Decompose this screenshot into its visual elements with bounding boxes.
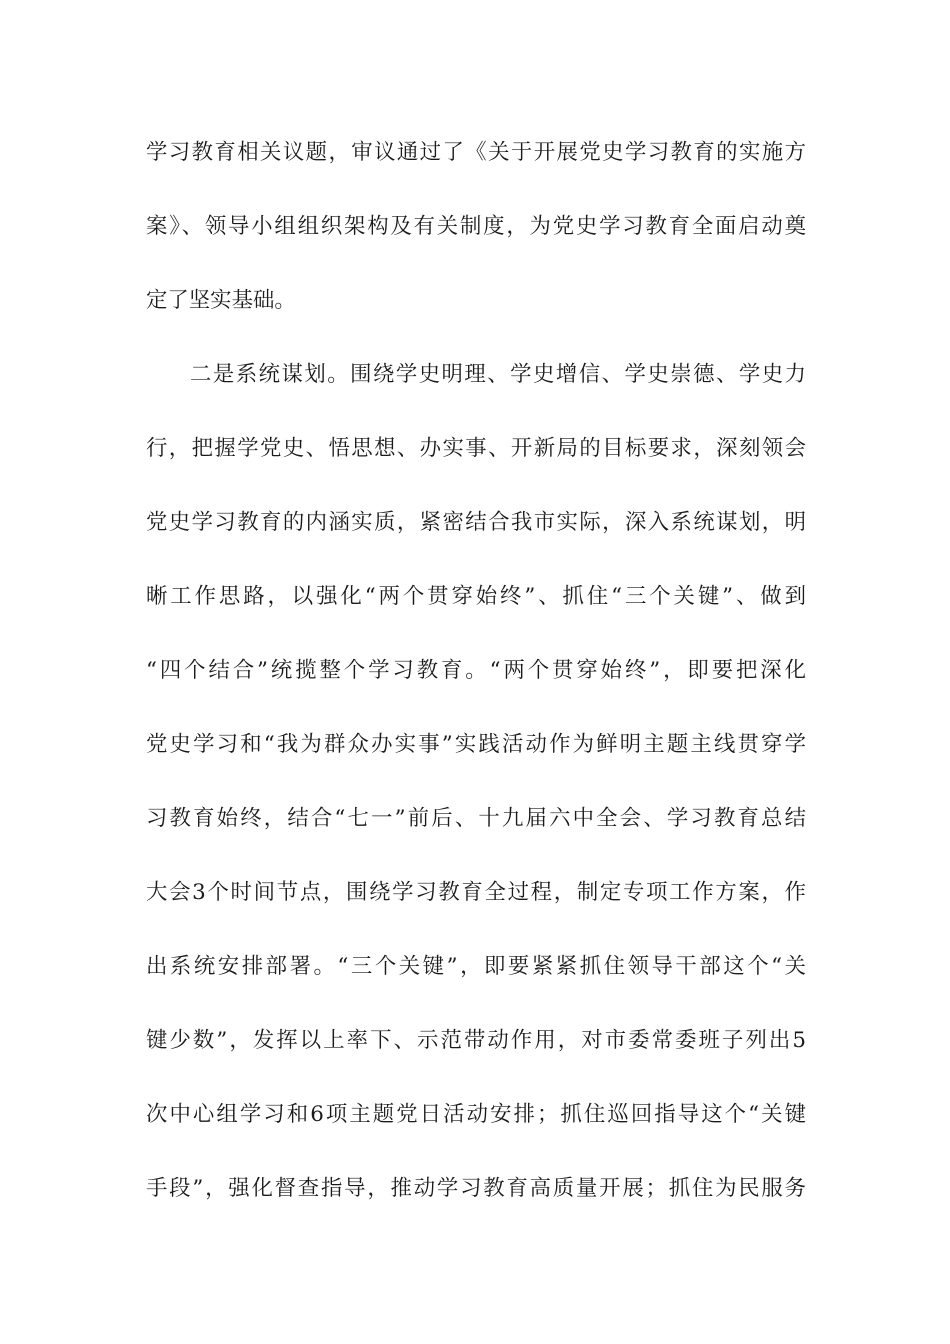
- paragraph-2-line-10: 键少数”，发挥以上率下、示范带动作用，对市委常委班子列出5: [146, 1028, 806, 1053]
- paragraph-2-line-1: 二是系统谋划。围绕学史明理、学史增信、学史崇德、学史力: [190, 362, 806, 387]
- paragraph-2-line-3: 党史学习教育的内涵实质，紧密结合我市实际，深入系统谋划，明: [146, 510, 806, 535]
- paragraph-2-line-5: “四个结合”统揽整个学习教育。“两个贯穿始终”，即要把深化: [146, 658, 806, 683]
- paragraph-2-line-12: 手段”，强化督查指导，推动学习教育高质量开展；抓住为民服务: [146, 1176, 806, 1201]
- paragraph-1-line-1: 学习教育相关议题，审议通过了《关于开展党史学习教育的实施方: [146, 140, 806, 165]
- paragraph-2-line-6: 党史学习和“我为群众办实事”实践活动作为鲜明主题主线贯穿学: [146, 732, 806, 757]
- paragraph-2-line-7: 习教育始终，结合“七一”前后、十九届六中全会、学习教育总结: [146, 806, 806, 831]
- paragraph-2-line-8: 大会3个时间节点，围绕学习教育全过程，制定专项工作方案，作: [146, 880, 806, 905]
- paragraph-2-line-11: 次中心组学习和6项主题党日活动安排；抓住巡回指导这个“关键: [146, 1102, 806, 1127]
- paragraph-1-line-3: 定了坚实基础。: [146, 288, 296, 313]
- paragraph-2-line-9: 出系统安排部署。“三个关键”，即要紧紧抓住领导干部这个“关: [146, 954, 806, 979]
- document-body: [146, 131, 806, 1241]
- paragraph-2-line-4: 晰工作思路，以强化“两个贯穿始终”、抓住“三个关键”、做到: [146, 584, 806, 609]
- paragraph-1-line-2: 案》、领导小组组织架构及有关制度，为党史学习教育全面启动奠: [146, 214, 806, 239]
- paragraph-2-line-2: 行，把握学党史、悟思想、办实事、开新局的目标要求，深刻领会: [146, 436, 806, 461]
